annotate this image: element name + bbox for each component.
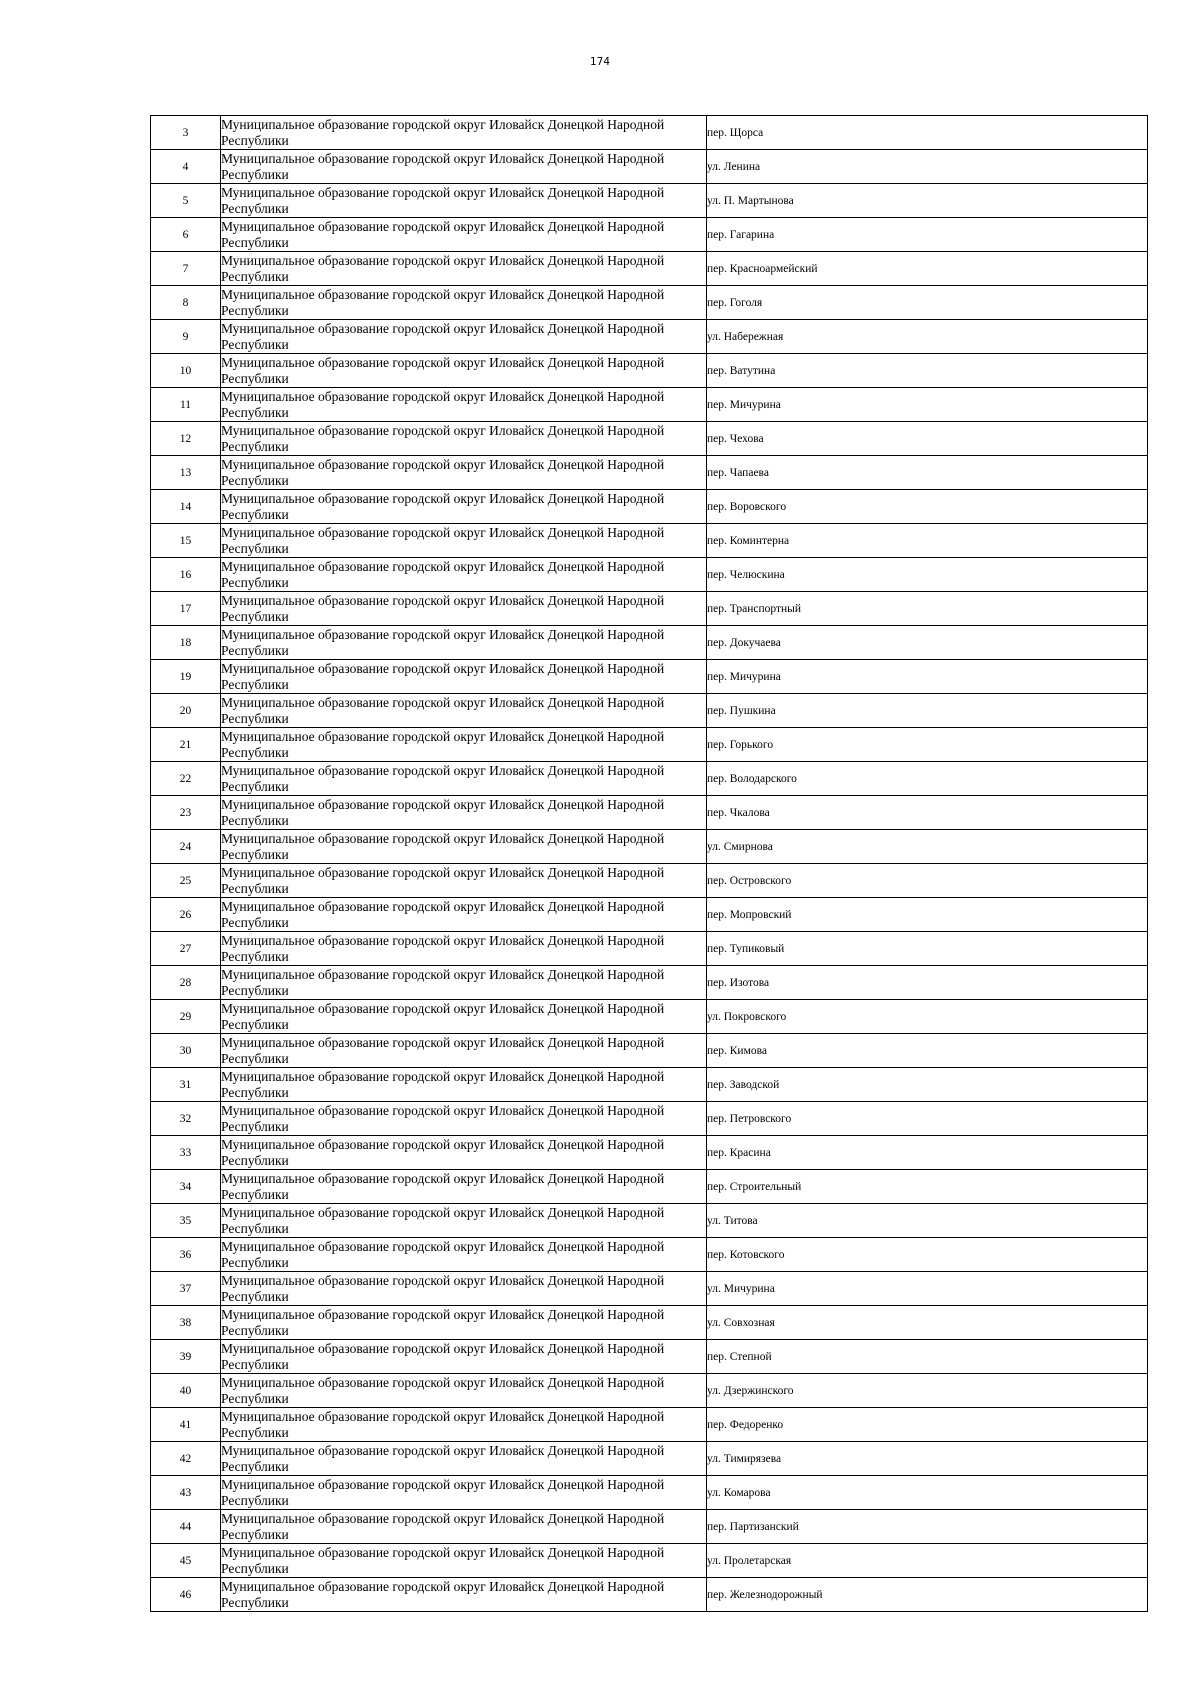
table-row bbox=[151, 898, 1148, 932]
row-number: 23 bbox=[151, 796, 221, 830]
municipality-name: Муниципальное образование городской округ Иловайск Донецкой Народной Республики bbox=[221, 762, 707, 796]
row-number: 17 bbox=[151, 592, 221, 626]
row-number: 41 bbox=[151, 1408, 221, 1442]
row-number: 28 bbox=[151, 966, 221, 1000]
street-name: ул. Набережная bbox=[707, 320, 1148, 354]
municipality-name: Муниципальное образование городской округ Иловайск Донецкой Народной Республики bbox=[221, 456, 707, 490]
table-row bbox=[151, 830, 1148, 864]
row-number: 18 bbox=[151, 626, 221, 660]
street-name: ул. Комарова bbox=[707, 1476, 1148, 1510]
municipality-name: Муниципальное образование городской округ Иловайск Донецкой Народной Республики bbox=[221, 864, 707, 898]
municipality-name: Муниципальное образование городской округ Иловайск Донецкой Народной Республики bbox=[221, 116, 707, 150]
municipality-name: Муниципальное образование городской округ Иловайск Донецкой Народной Республики bbox=[221, 796, 707, 830]
row-number: 14 bbox=[151, 490, 221, 524]
street-name: пер. Строительный bbox=[707, 1170, 1148, 1204]
street-name: пер. Островского bbox=[707, 864, 1148, 898]
street-name: пер. Челюскина bbox=[707, 558, 1148, 592]
municipality-name: Муниципальное образование городской округ Иловайск Донецкой Народной Республики bbox=[221, 524, 707, 558]
street-name: пер. Мопровский bbox=[707, 898, 1148, 932]
row-number: 20 bbox=[151, 694, 221, 728]
street-name: пер. Котовского bbox=[707, 1238, 1148, 1272]
street-name: пер. Гоголя bbox=[707, 286, 1148, 320]
table-row bbox=[151, 1102, 1148, 1136]
row-number: 24 bbox=[151, 830, 221, 864]
table-row bbox=[151, 252, 1148, 286]
row-number: 37 bbox=[151, 1272, 221, 1306]
street-name: ул. Совхозная bbox=[707, 1306, 1148, 1340]
municipality-name: Муниципальное образование городской округ Иловайск Донецкой Народной Республики bbox=[221, 150, 707, 184]
table-row bbox=[151, 150, 1148, 184]
municipality-name: Муниципальное образование городской округ Иловайск Донецкой Народной Республики bbox=[221, 388, 707, 422]
municipality-name: Муниципальное образование городской округ Иловайск Донецкой Народной Республики bbox=[221, 1510, 707, 1544]
municipality-name: Муниципальное образование городской округ Иловайск Донецкой Народной Республики bbox=[221, 1442, 707, 1476]
municipality-name: Муниципальное образование городской округ Иловайск Донецкой Народной Республики bbox=[221, 558, 707, 592]
street-name: ул. Тимирязева bbox=[707, 1442, 1148, 1476]
municipality-name: Муниципальное образование городской округ Иловайск Донецкой Народной Республики bbox=[221, 1238, 707, 1272]
table-row bbox=[151, 1136, 1148, 1170]
table-row bbox=[151, 1374, 1148, 1408]
municipality-name: Муниципальное образование городской округ Иловайск Донецкой Народной Республики bbox=[221, 728, 707, 762]
municipality-name: Муниципальное образование городской округ Иловайск Донецкой Народной Республики bbox=[221, 218, 707, 252]
street-name: пер. Транспортный bbox=[707, 592, 1148, 626]
table-row bbox=[151, 218, 1148, 252]
street-name: ул. Мичурина bbox=[707, 1272, 1148, 1306]
table-row bbox=[151, 524, 1148, 558]
street-name: пер. Ватутина bbox=[707, 354, 1148, 388]
municipality-name: Муниципальное образование городской округ Иловайск Донецкой Народной Республики bbox=[221, 1374, 707, 1408]
row-number: 43 bbox=[151, 1476, 221, 1510]
street-name: пер. Гагарина bbox=[707, 218, 1148, 252]
municipality-name: Муниципальное образование городской округ Иловайск Донецкой Народной Республики bbox=[221, 1000, 707, 1034]
table-row bbox=[151, 932, 1148, 966]
municipality-name: Муниципальное образование городской округ Иловайск Донецкой Народной Республики bbox=[221, 1204, 707, 1238]
street-name: ул. Покровского bbox=[707, 1000, 1148, 1034]
table-row bbox=[151, 1170, 1148, 1204]
table-body bbox=[151, 116, 1148, 1612]
row-number: 40 bbox=[151, 1374, 221, 1408]
street-name: пер. Красноармейский bbox=[707, 252, 1148, 286]
row-number: 39 bbox=[151, 1340, 221, 1374]
row-number: 25 bbox=[151, 864, 221, 898]
table-row bbox=[151, 1340, 1148, 1374]
row-number: 36 bbox=[151, 1238, 221, 1272]
municipality-name: Муниципальное образование городской округ Иловайск Донецкой Народной Республики bbox=[221, 1578, 707, 1612]
streets-table bbox=[150, 115, 1148, 1612]
table-row bbox=[151, 1578, 1148, 1612]
row-number: 16 bbox=[151, 558, 221, 592]
street-name: пер. Щорса bbox=[707, 116, 1148, 150]
street-name: ул. Пролетарская bbox=[707, 1544, 1148, 1578]
table-row bbox=[151, 1408, 1148, 1442]
street-name: пер. Чехова bbox=[707, 422, 1148, 456]
row-number: 12 bbox=[151, 422, 221, 456]
row-number: 13 bbox=[151, 456, 221, 490]
row-number: 38 bbox=[151, 1306, 221, 1340]
row-number: 42 bbox=[151, 1442, 221, 1476]
municipality-name: Муниципальное образование городской округ Иловайск Донецкой Народной Республики bbox=[221, 320, 707, 354]
table-row bbox=[151, 1238, 1148, 1272]
row-number: 6 bbox=[151, 218, 221, 252]
municipality-name: Муниципальное образование городской округ Иловайск Донецкой Народной Республики bbox=[221, 830, 707, 864]
street-name: пер. Тупиковый bbox=[707, 932, 1148, 966]
row-number: 30 bbox=[151, 1034, 221, 1068]
municipality-name: Муниципальное образование городской округ Иловайск Донецкой Народной Республики bbox=[221, 966, 707, 1000]
street-name: пер. Степной bbox=[707, 1340, 1148, 1374]
table-row bbox=[151, 1544, 1148, 1578]
table-row bbox=[151, 694, 1148, 728]
row-number: 34 bbox=[151, 1170, 221, 1204]
table-row bbox=[151, 660, 1148, 694]
street-name: пер. Изотова bbox=[707, 966, 1148, 1000]
street-name: пер. Федоренко bbox=[707, 1408, 1148, 1442]
row-number: 45 bbox=[151, 1544, 221, 1578]
table-row bbox=[151, 966, 1148, 1000]
street-name: пер. Петровского bbox=[707, 1102, 1148, 1136]
row-number: 29 bbox=[151, 1000, 221, 1034]
street-name: пер. Кимова bbox=[707, 1034, 1148, 1068]
street-name: пер. Горького bbox=[707, 728, 1148, 762]
street-name: ул. Смирнова bbox=[707, 830, 1148, 864]
page-number: 174 bbox=[589, 56, 611, 68]
street-name: пер. Докучаева bbox=[707, 626, 1148, 660]
street-name: пер. Пушкина bbox=[707, 694, 1148, 728]
table-row bbox=[151, 116, 1148, 150]
table-row bbox=[151, 762, 1148, 796]
table-row bbox=[151, 1000, 1148, 1034]
table-row bbox=[151, 626, 1148, 660]
municipality-name: Муниципальное образование городской округ Иловайск Донецкой Народной Республики bbox=[221, 592, 707, 626]
municipality-name: Муниципальное образование городской округ Иловайск Донецкой Народной Республики bbox=[221, 1102, 707, 1136]
municipality-name: Муниципальное образование городской округ Иловайск Донецкой Народной Республики bbox=[221, 1306, 707, 1340]
row-number: 5 bbox=[151, 184, 221, 218]
row-number: 15 bbox=[151, 524, 221, 558]
table-row bbox=[151, 490, 1148, 524]
municipality-name: Муниципальное образование городской округ Иловайск Донецкой Народной Республики bbox=[221, 490, 707, 524]
street-name: пер. Коминтерна bbox=[707, 524, 1148, 558]
municipality-name: Муниципальное образование городской округ Иловайск Донецкой Народной Республики bbox=[221, 354, 707, 388]
municipality-name: Муниципальное образование городской округ Иловайск Донецкой Народной Республики bbox=[221, 184, 707, 218]
street-name: пер. Володарского bbox=[707, 762, 1148, 796]
municipality-name: Муниципальное образование городской округ Иловайск Донецкой Народной Республики bbox=[221, 422, 707, 456]
municipality-name: Муниципальное образование городской округ Иловайск Донецкой Народной Республики bbox=[221, 1170, 707, 1204]
municipality-name: Муниципальное образование городской округ Иловайск Донецкой Народной Республики bbox=[221, 1476, 707, 1510]
table-row bbox=[151, 1306, 1148, 1340]
street-name: пер. Железнодорожный bbox=[707, 1578, 1148, 1612]
table-row bbox=[151, 1510, 1148, 1544]
table-row bbox=[151, 728, 1148, 762]
table-row bbox=[151, 1476, 1148, 1510]
table-row bbox=[151, 1442, 1148, 1476]
table-row bbox=[151, 864, 1148, 898]
table-row bbox=[151, 1068, 1148, 1102]
municipality-name: Муниципальное образование городской округ Иловайск Донецкой Народной Республики bbox=[221, 1408, 707, 1442]
municipality-name: Муниципальное образование городской округ Иловайск Донецкой Народной Республики bbox=[221, 898, 707, 932]
row-number: 44 bbox=[151, 1510, 221, 1544]
table-row bbox=[151, 1272, 1148, 1306]
municipality-name: Муниципальное образование городской округ Иловайск Донецкой Народной Республики bbox=[221, 1034, 707, 1068]
street-name: пер. Партизанский bbox=[707, 1510, 1148, 1544]
row-number: 9 bbox=[151, 320, 221, 354]
table-row bbox=[151, 422, 1148, 456]
street-name: ул. П. Мартынова bbox=[707, 184, 1148, 218]
table-row bbox=[151, 320, 1148, 354]
municipality-name: Муниципальное образование городской округ Иловайск Донецкой Народной Республики bbox=[221, 1272, 707, 1306]
table-row bbox=[151, 592, 1148, 626]
municipality-name: Муниципальное образование городской округ Иловайск Донецкой Народной Республики bbox=[221, 1340, 707, 1374]
table-row bbox=[151, 1034, 1148, 1068]
street-name: пер. Мичурина bbox=[707, 388, 1148, 422]
table-row bbox=[151, 796, 1148, 830]
municipality-name: Муниципальное образование городской округ Иловайск Донецкой Народной Республики bbox=[221, 286, 707, 320]
street-name: пер. Чапаева bbox=[707, 456, 1148, 490]
row-number: 33 bbox=[151, 1136, 221, 1170]
street-name: пер. Мичурина bbox=[707, 660, 1148, 694]
street-name: пер. Чкалова bbox=[707, 796, 1148, 830]
municipality-name: Муниципальное образование городской округ Иловайск Донецкой Народной Республики bbox=[221, 626, 707, 660]
row-number: 19 bbox=[151, 660, 221, 694]
table-row bbox=[151, 558, 1148, 592]
row-number: 8 bbox=[151, 286, 221, 320]
table-row bbox=[151, 456, 1148, 490]
street-name: ул. Ленина bbox=[707, 150, 1148, 184]
municipality-name: Муниципальное образование городской округ Иловайск Донецкой Народной Республики bbox=[221, 1544, 707, 1578]
municipality-name: Муниципальное образование городской округ Иловайск Донецкой Народной Республики bbox=[221, 1068, 707, 1102]
table-row bbox=[151, 388, 1148, 422]
row-number: 11 bbox=[151, 388, 221, 422]
street-name: ул. Титова bbox=[707, 1204, 1148, 1238]
row-number: 35 bbox=[151, 1204, 221, 1238]
table-row bbox=[151, 184, 1148, 218]
municipality-name: Муниципальное образование городской округ Иловайск Донецкой Народной Республики bbox=[221, 252, 707, 286]
row-number: 21 bbox=[151, 728, 221, 762]
row-number: 32 bbox=[151, 1102, 221, 1136]
street-name: пер. Красина bbox=[707, 1136, 1148, 1170]
row-number: 4 bbox=[151, 150, 221, 184]
row-number: 27 bbox=[151, 932, 221, 966]
row-number: 7 bbox=[151, 252, 221, 286]
street-name: пер. Воровского bbox=[707, 490, 1148, 524]
table-row bbox=[151, 1204, 1148, 1238]
municipality-name: Муниципальное образование городской округ Иловайск Донецкой Народной Республики bbox=[221, 932, 707, 966]
row-number: 31 bbox=[151, 1068, 221, 1102]
municipality-name: Муниципальное образование городской округ Иловайск Донецкой Народной Республики bbox=[221, 694, 707, 728]
row-number: 3 bbox=[151, 116, 221, 150]
row-number: 26 bbox=[151, 898, 221, 932]
municipality-name: Муниципальное образование городской округ Иловайск Донецкой Народной Республики bbox=[221, 660, 707, 694]
row-number: 46 bbox=[151, 1578, 221, 1612]
row-number: 22 bbox=[151, 762, 221, 796]
table-row bbox=[151, 354, 1148, 388]
row-number: 10 bbox=[151, 354, 221, 388]
street-name: пер. Заводской bbox=[707, 1068, 1148, 1102]
street-name: ул. Дзержинского bbox=[707, 1374, 1148, 1408]
table-row bbox=[151, 286, 1148, 320]
municipality-name: Муниципальное образование городской округ Иловайск Донецкой Народной Республики bbox=[221, 1136, 707, 1170]
